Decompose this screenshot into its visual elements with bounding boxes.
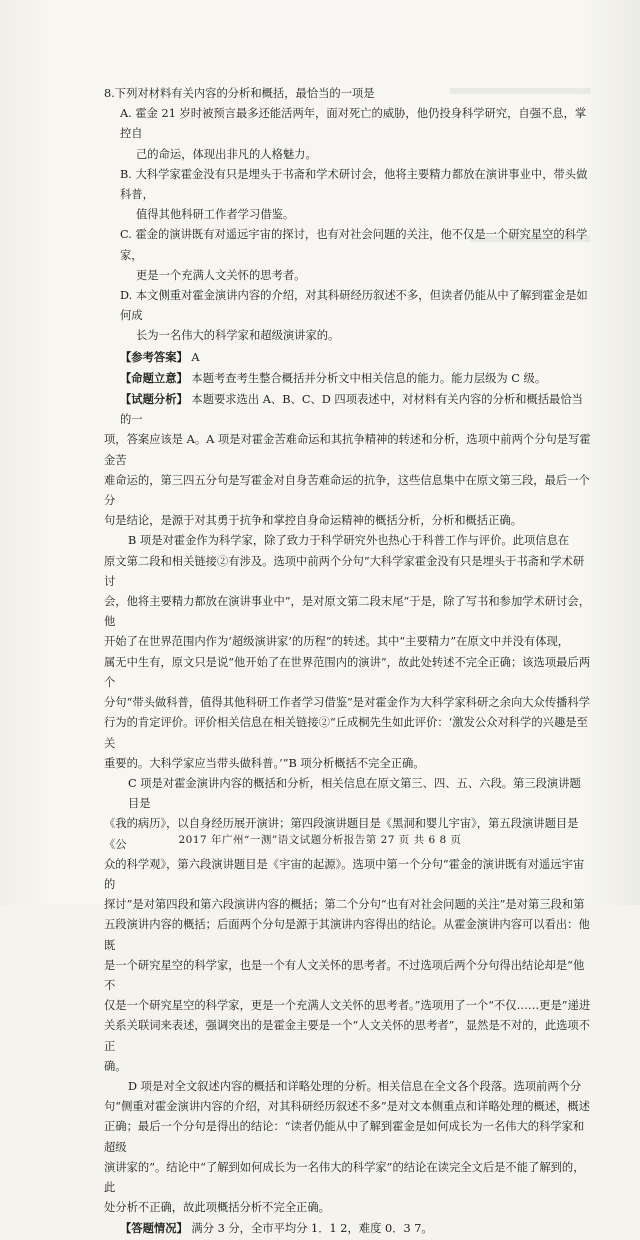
situation-text: 满分 3 分，全市平均分 1．1 2，难度 0．3 7。: [191, 1222, 433, 1236]
analysis-line: C 项是对霍金演讲内容的概括和分析，相关信息在原文第三、四、五、六段。第三段演讲题目是: [128, 776, 581, 811]
analysis-label: 【试题分析】: [120, 392, 188, 407]
analysis-line: 会，他将主要精力都放在演讲事业中”，是对原文第二段末尾“于是，除了写书和参加学术研讨会，他: [104, 595, 591, 629]
question-block: [104, 84, 592, 1240]
analysis-line: 属无中生有，原文只是说“他开始了在世界范围内的演讲”，故此处转述不完全正确；该选项最后两个: [104, 655, 591, 689]
option-text: 大科学家霍金没有只是埋头于书斋和学术研讨会，他将主要精力都放在演讲事业中，带头做科普，: [120, 167, 588, 202]
analysis-line: 确。: [104, 1059, 127, 1073]
analysis-line: 正确；最后一个分句是得出的结论：“读者仍能从中了解到霍金是如何成长为一名伟大的科学家和超级: [104, 1120, 585, 1154]
option-letter: A.: [120, 107, 132, 121]
option-text-cont: 长为一名伟大的科学家和超级演讲家的。: [136, 329, 340, 343]
option-text-cont: 己的命运，体现出非凡的人格魅力。: [136, 147, 317, 161]
analysis-para-2: [104, 531, 592, 773]
analysis-line: B 项是对霍金作为科学家，除了致力于科学研究外也热心于科普工作与评价。此项信息在: [128, 534, 570, 548]
option-letter: D.: [120, 289, 133, 303]
situation-row: [120, 1218, 592, 1239]
option-text-cont: 值得其他科研工作者学习借鉴。: [136, 208, 295, 222]
option-letter: C.: [120, 228, 132, 242]
intent-label: 【命题立意】: [120, 370, 188, 385]
question-stem: 8.下列对材料有关内容的分析和概括，最恰当的一项是: [104, 87, 375, 100]
option-a: [120, 104, 592, 144]
analysis-line: 五段演讲内容的概括；后面两个分句是源于其演讲内容得出的结论。从霍金演讲内容可以看出：他既: [104, 918, 590, 952]
analysis-line: 演讲家的”。结论中“了解到如何成长为一名伟大的科学家”的结论在读完全文后是不能了解到的，此: [104, 1160, 585, 1194]
analysis-line: 行为的肯定评价。评价相关信息在相关链接②“丘成桐先生如此评价：‘激发公众对科学的兴趣是至关: [104, 716, 588, 750]
option-text: 霍金的演讲既有对遥远宇宙的探讨，也有对社会问题的关注，他不仅是一个研究星空的科学家，: [120, 228, 588, 262]
option-text: 本文侧重对霍金演讲内容的介绍，对其科研经历叙述不多，但读者仍能从中了解到霍金是如何成: [120, 289, 588, 323]
analysis-line: 处分析不正确，故此项概括分析不完全正确。: [104, 1201, 330, 1215]
intent-text: 本题考查考生整合概括并分析文中相关信息的能力。能力层级为 C 级。: [191, 371, 547, 385]
analysis-line: 句“侧重对霍金演讲内容的介绍，对其科研经历叙述不多”是对文本侧重点和详略处理的概述，概述: [104, 1100, 591, 1114]
option-d: [120, 286, 592, 326]
intent-row: [120, 368, 592, 389]
analysis-line: 开始了在世界范围内作为‘超级演讲家’的历程”的转述。其中“主要精力”在原文中并没有体现，: [104, 635, 570, 649]
analysis-line: 众的科学观》，第六段演讲题目是《宇宙的起源》。选项中第一个分句“霍金的演讲既有对遥远宇宙的: [104, 857, 585, 891]
analysis-line: 原文第二段和相关链接②有涉及。选项中前两个分句“大科学家霍金没有只是埋头于书斋和学术研讨: [104, 554, 585, 588]
analysis-line: 项，答案应该是 A。A 项是对霍金苦难命运和其抗争精神的转述和分析，选项中前两个分句是写霍金苦: [104, 433, 591, 467]
analysis-para-3: [104, 774, 592, 1077]
analysis-line: 句是结论，是源于对其勇于抗争和掌控自身命运精神的概括分析，分析和概括正确。: [104, 514, 522, 528]
analysis-line: 探讨”是对第四段和第六段演讲内容的概括；第二个分句“也有对社会问题的关注”是对第三段和第: [104, 898, 585, 912]
option-letter: B.: [120, 167, 132, 181]
analysis-line: 是一个研究星空的科学家，也是一个有人文关怀的思考者。不过选项后两个分句得出结论却是“他不: [104, 958, 585, 992]
option-b: [120, 165, 592, 205]
analysis-line: 本题要求选出 A、B、C、D 四项表述中，对材料有关内容的分析和概括最恰当的一: [120, 393, 583, 427]
analysis-line: 重要的。大科学家应当带头做科普。’”B 项分析概括不完全正确。: [104, 756, 425, 770]
analysis-line: 关系关联词来表述，强调突出的是霍金主要是一个“人文关怀的思考者”，显然是不对的，此选项不正: [104, 1019, 591, 1053]
analysis-line: 仅是一个研究星空的科学家，更是一个充满人文关怀的思考者。”选项用了一个“不仅……更是”递进: [104, 999, 591, 1013]
option-text: 霍金 21 岁时被预言最多还能活两年，面对死亡的威胁，他仍投身科学研究，自强不息，掌控自: [120, 107, 587, 141]
situation-label: 【答题情况】: [120, 1221, 188, 1236]
analysis-para-4: [104, 1077, 592, 1218]
analysis-line: D 项是对全文叙述内容的概括和详略处理的分析。相关信息在全文各个段落。选项前两个分: [128, 1079, 582, 1093]
analysis-line: 分句“带头做科普，值得其他科研工作者学习借鉴”是对霍金作为大科学家科研之余向大众传播科学: [104, 696, 591, 710]
answer-label: 【参考答案】: [120, 349, 188, 364]
page-footer: 2017 年广州“一测”语文试题分析报告第 27 页 共 6 8 页: [178, 834, 462, 846]
analysis-line: 《我的病历》，以自身经历展开演讲；第四段演讲题目是《黑洞和婴儿宇宙》，第五段演讲题目是《公: [104, 817, 579, 851]
answer-text: A: [191, 350, 200, 364]
analysis-line: 难命运的，第三四五分句是写霍金对自身苦难命运的抗争，这些信息集中在原文第三段，最后一个分: [104, 473, 590, 508]
analysis-para-1: [104, 389, 592, 531]
answer-row: [120, 347, 592, 368]
option-c: [120, 225, 592, 265]
option-text-cont: 更是一个充满人文关怀的思考者。: [136, 268, 306, 282]
